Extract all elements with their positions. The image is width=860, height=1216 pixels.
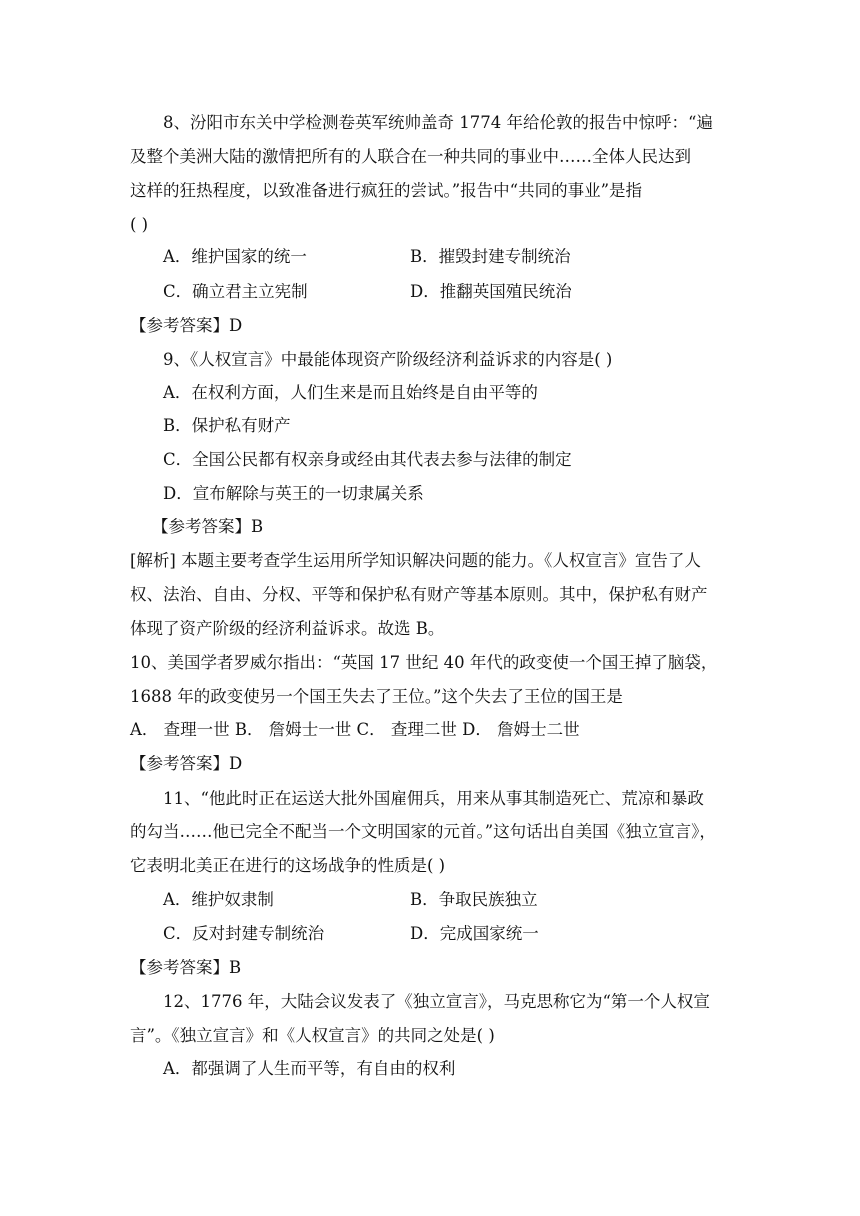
q8-option-d: D．推翻英国殖民统治 xyxy=(410,282,572,301)
q11-reference-answer: 【参考答案】B xyxy=(130,958,242,977)
q9-analysis-line-2: 权、法治、自由、分权、平等和保护私有财产等基本原则。其中，保护私有财产 xyxy=(130,585,708,604)
q9-stem: 9、《人权宣言》中最能体现资产阶级经济利益诉求的内容是( ) xyxy=(163,350,613,369)
q11-option-d: D．完成国家统一 xyxy=(410,924,539,943)
q9-option-c: C．全国公民都有权亲身或经由其代表去参与法律的制定 xyxy=(163,450,572,469)
q9-option-d: D．宣布解除与英王的一切隶属关系 xyxy=(163,484,424,503)
q9-reference-answer: 【参考答案】B xyxy=(152,517,264,536)
q12-stem-line-1: 12、1776 年，大陆会议发表了《独立宣言》，马克思称它为“第一个人权宣 xyxy=(163,992,710,1011)
q8-stem-line-3: 这样的狂热程度，以致准备进行疯狂的尝试。”报告中“共同的事业”是指 xyxy=(130,181,643,200)
q12-stem-line-2: 言”。《独立宣言》和《人权宣言》的共同之处是( ) xyxy=(130,1026,495,1045)
q8-answer-paren: ( ) xyxy=(130,215,149,234)
q8-option-a: A．维护国家的统一 xyxy=(163,247,307,266)
q8-stem-line-1: 8、汾阳市东关中学检测卷英军统帅盖奇 1774 年给伦敦的报告中惊呼：“遍 xyxy=(163,113,713,132)
q10-stem-line-2: 1688 年的政变使另一个国王失去了王位。”这个失去了王位的国王是 xyxy=(130,687,623,706)
q9-option-b: B．保护私有财产 xyxy=(163,416,291,435)
q10-reference-answer: 【参考答案】D xyxy=(130,754,243,773)
q10-stem-line-1: 10、美国学者罗威尔指出：“英国 17 世纪 40 年代的政变使一个国王掉了脑袋， xyxy=(130,653,718,672)
q11-stem-line-1: 11、“他此时正在运送大批外国雇佣兵，用来从事其制造死亡、荒凉和暴政 xyxy=(163,789,704,808)
q9-option-a: A．在权利方面，人们生来是而且始终是自由平等的 xyxy=(163,383,538,402)
q8-reference-answer: 【参考答案】D xyxy=(130,316,243,335)
q11-option-b: B．争取民族独立 xyxy=(410,890,538,909)
q8-option-b: B．摧毁封建专制统治 xyxy=(410,247,571,266)
q12-option-a: A．都强调了人生而平等，有自由的权利 xyxy=(163,1059,456,1078)
q9-analysis-line-1: [解析] 本题主要考查学生运用所学知识解决问题的能力。《人权宣言》宣告了人 xyxy=(130,551,701,570)
q9-analysis-line-3: 体现了资产阶级的经济利益诉求。故选 B。 xyxy=(130,619,445,638)
q10-options: A． 查理一世 B． 詹姆士一世 C． 查理二世 D． 詹姆士二世 xyxy=(130,720,580,739)
q8-stem-line-2: 及整个美洲大陆的激情把所有的人联合在一种共同的事业中……全体人民达到 xyxy=(130,147,691,166)
q11-option-c: C．反对封建专制统治 xyxy=(163,924,325,943)
q8-option-c: C．确立君主立宪制 xyxy=(163,282,308,301)
q11-stem-line-3: 它表明北美正在进行的这场战争的性质是( ) xyxy=(130,856,446,875)
q11-stem-line-2: 的勾当……他已完全不配当一个文明国家的元首。”这句话出自美国《独立宣言》， xyxy=(130,822,716,841)
q11-option-a: A．维护奴隶制 xyxy=(163,890,274,909)
